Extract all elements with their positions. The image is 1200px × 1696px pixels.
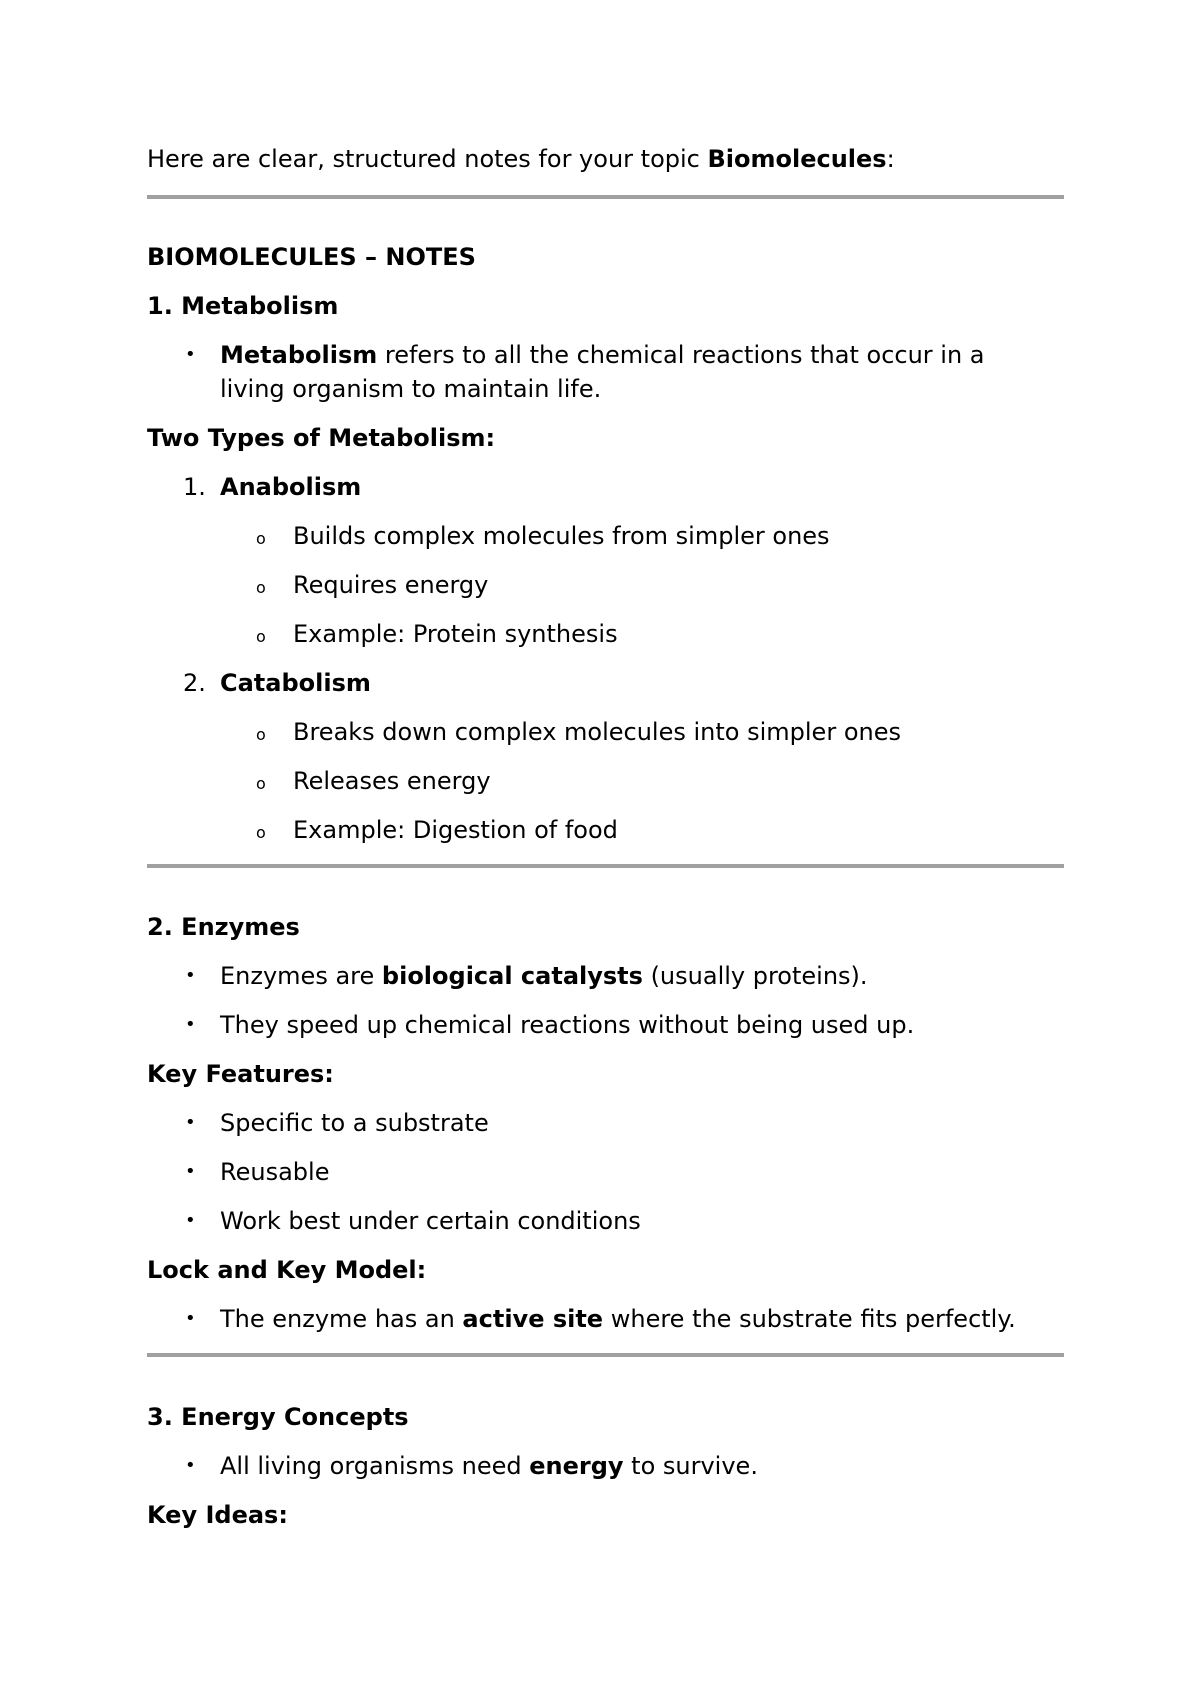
list-number: 1. (183, 473, 206, 501)
bullet-icon: • (185, 1014, 196, 1035)
lock-key-description: The enzyme has an active site where the substrate fits perfectly. (220, 1305, 1016, 1333)
energy-statement: All living organisms need energy to survive. (220, 1452, 758, 1480)
intro-line: Here are clear, structured notes for your topic Biomolecules: (147, 145, 895, 173)
features-heading: Key Features: (147, 1060, 334, 1088)
bullet-icon: • (185, 1161, 196, 1182)
type-catabolism: Catabolism (220, 669, 371, 697)
list-number: 2. (183, 669, 206, 697)
bullet-icon: • (185, 1455, 196, 1476)
list-item: Example: Protein synthesis (293, 620, 618, 648)
list-item: Builds complex molecules from simpler ones (293, 522, 830, 550)
bullet-icon: • (185, 344, 196, 365)
list-item: Releases energy (293, 767, 491, 795)
horizontal-rule (147, 195, 1064, 199)
list-item: Specific to a substrate (220, 1109, 489, 1137)
list-item: Requires energy (293, 571, 489, 599)
sub-bullet-icon: o (256, 725, 266, 744)
sub-bullet-icon: o (256, 627, 266, 646)
list-item: Reusable (220, 1158, 330, 1186)
ideas-heading: Key Ideas: (147, 1501, 288, 1529)
metabolism-definition: Metabolism refers to all the chemical reactions that occur in a (220, 341, 985, 369)
list-item: Work best under certain conditions (220, 1207, 641, 1235)
enzymes-definition: Enzymes are biological catalysts (usually proteins). (220, 962, 868, 990)
sub-bullet-icon: o (256, 529, 266, 548)
model-heading: Lock and Key Model: (147, 1256, 427, 1284)
bullet-icon: • (185, 1308, 196, 1329)
bullet-icon: • (185, 1112, 196, 1133)
sub-bullet-icon: o (256, 578, 266, 597)
metabolism-definition-cont: living organism to maintain life. (220, 375, 602, 403)
horizontal-rule (147, 1353, 1064, 1357)
document-title: BIOMOLECULES – NOTES (147, 243, 476, 271)
section-heading-enzymes: 2. Enzymes (147, 913, 300, 941)
bullet-icon: • (185, 965, 196, 986)
type-anabolism: Anabolism (220, 473, 362, 501)
bullet-icon: • (185, 1210, 196, 1231)
sub-bullet-icon: o (256, 774, 266, 793)
section-heading-energy: 3. Energy Concepts (147, 1403, 409, 1431)
section-heading-metabolism: 1. Metabolism (147, 292, 339, 320)
horizontal-rule (147, 864, 1064, 868)
types-heading: Two Types of Metabolism: (147, 424, 496, 452)
list-item: They speed up chemical reactions without being used up. (220, 1011, 915, 1039)
sub-bullet-icon: o (256, 823, 266, 842)
list-item: Example: Digestion of food (293, 816, 618, 844)
list-item: Breaks down complex molecules into simpler ones (293, 718, 901, 746)
